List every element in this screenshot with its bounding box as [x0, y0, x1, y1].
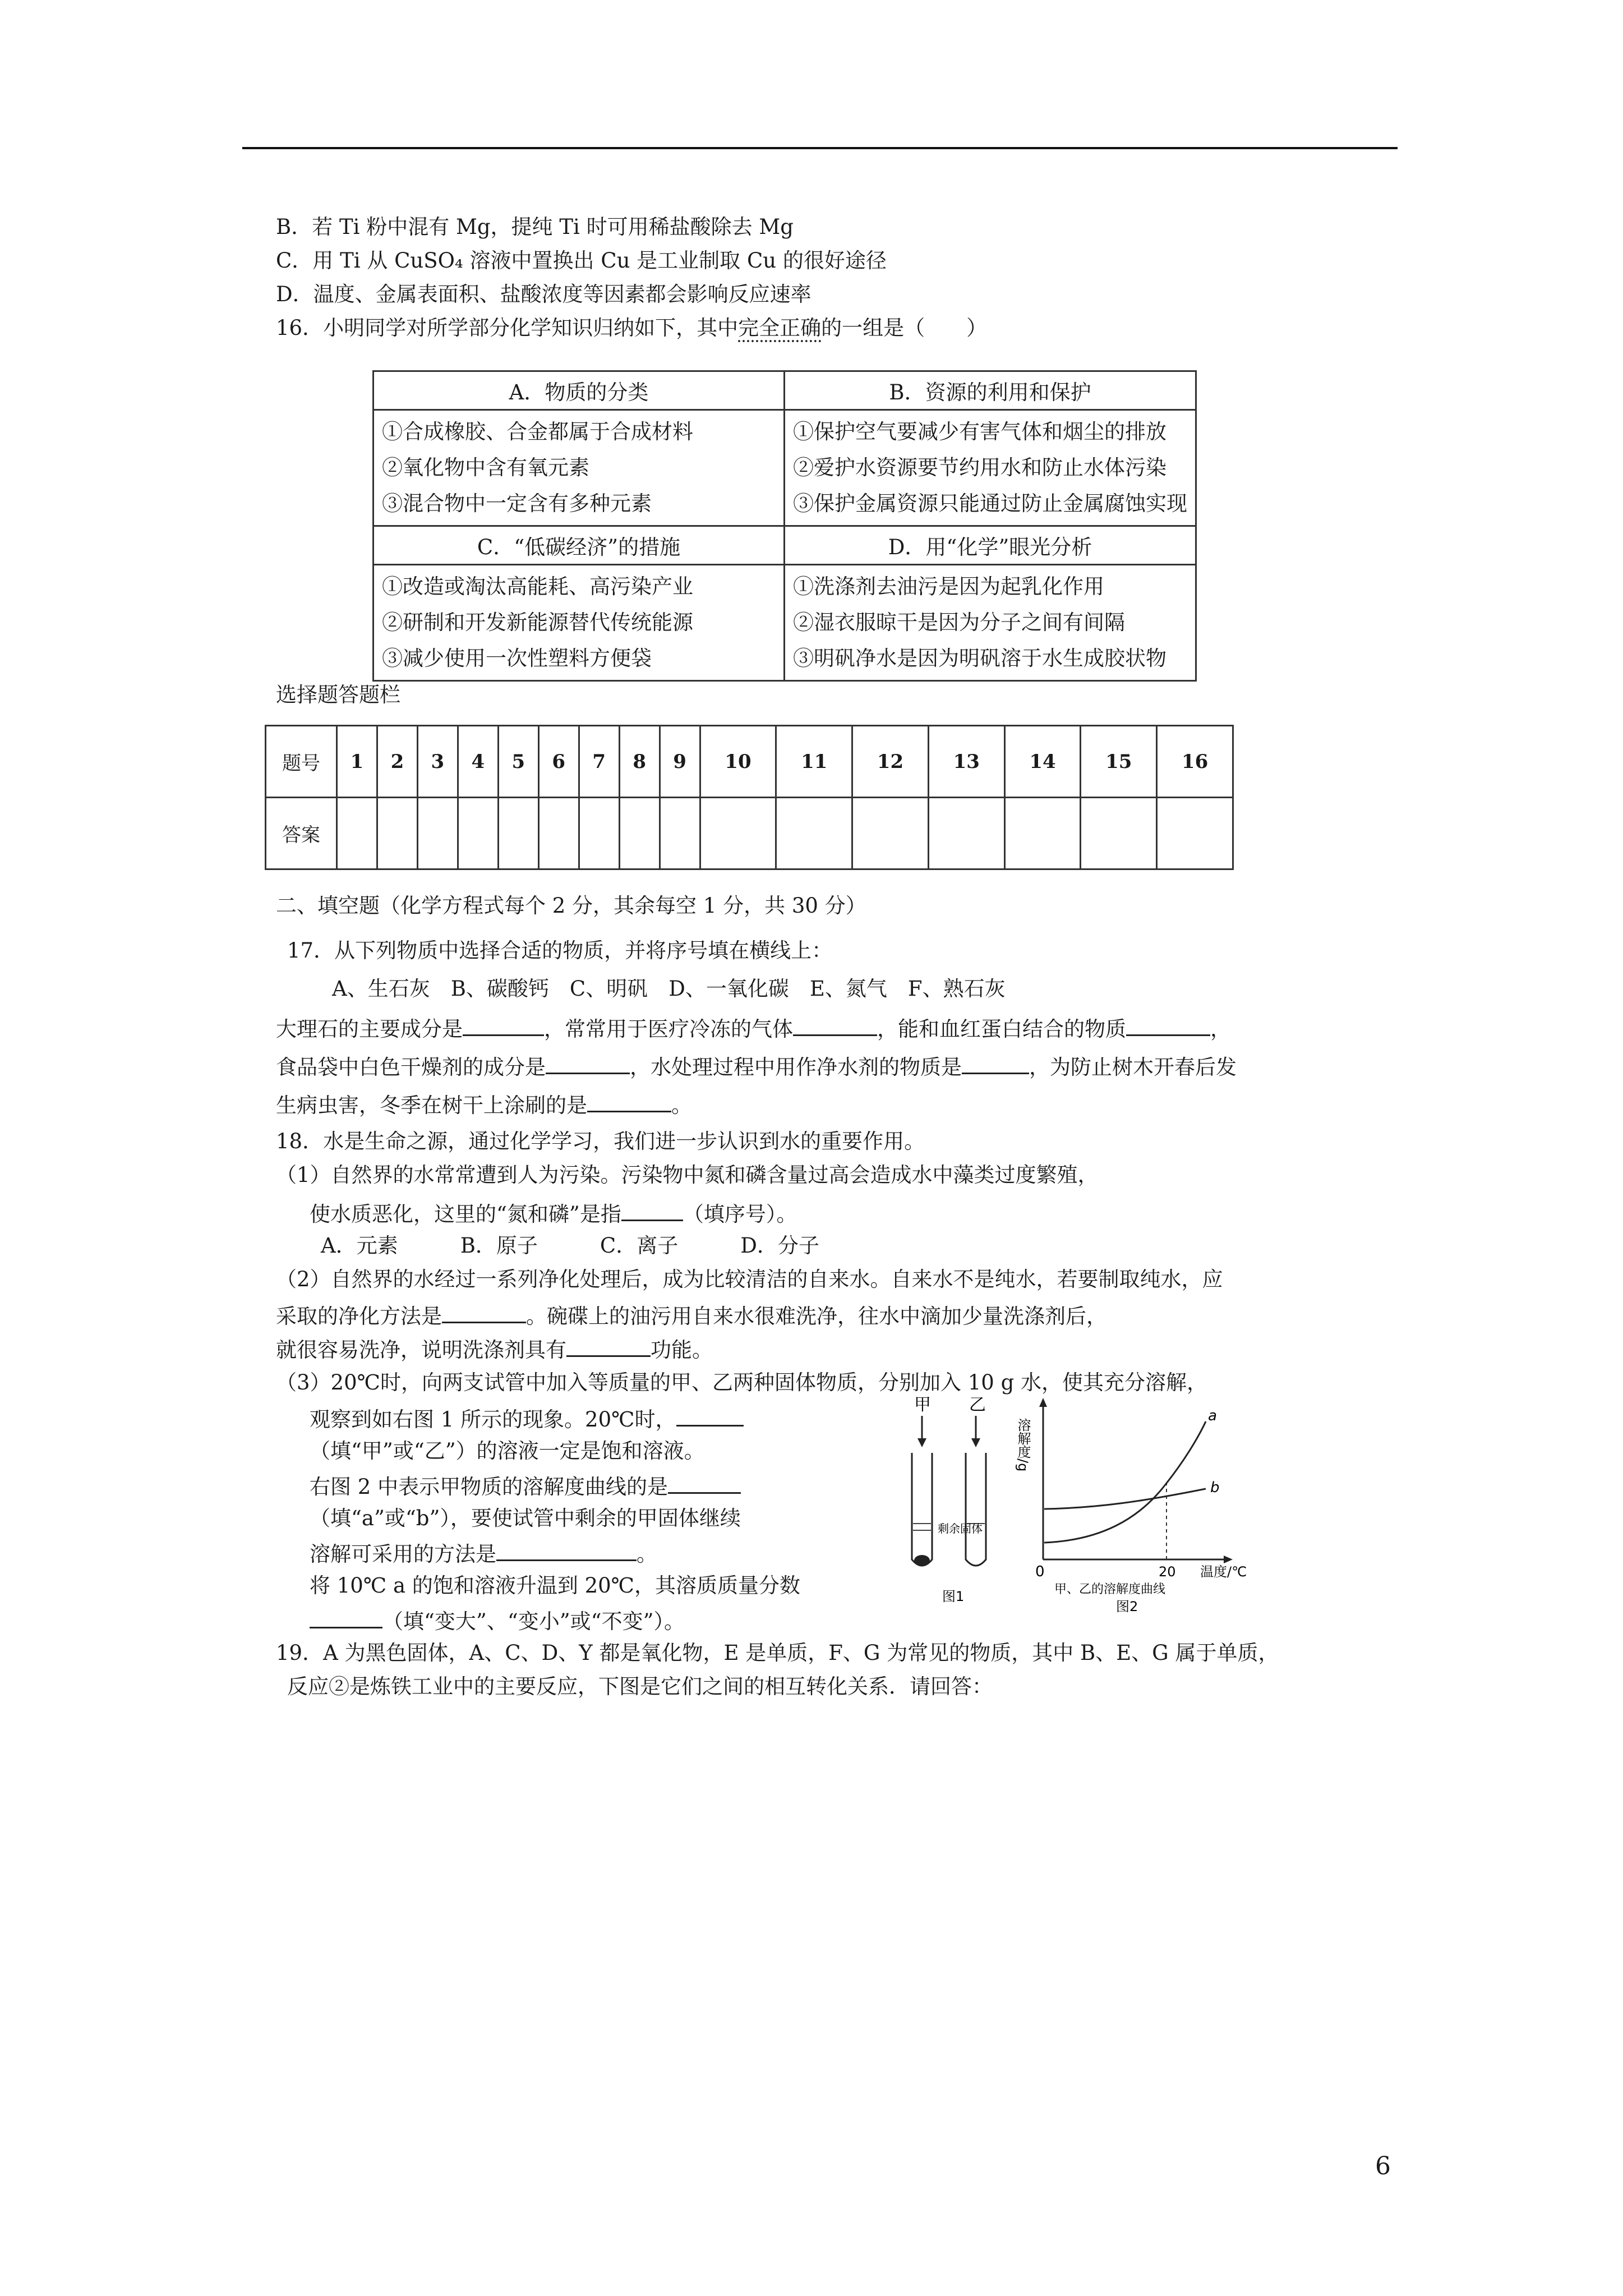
answer-blank[interactable]	[546, 1051, 630, 1074]
answer-cell[interactable]	[776, 798, 852, 869]
answer-blank[interactable]	[1126, 1013, 1210, 1036]
answer-cell[interactable]	[337, 798, 377, 869]
q15-option-b: B．若 Ti 粉中混有 Mg，提纯 Ti 时可用稀盐酸除去 Mg	[276, 215, 794, 239]
group-b-item: ①保护空气要减少有害气体和烟尘的排放	[793, 420, 1166, 444]
q18-p3-line-7: 将 10℃ a 的饱和溶液升温到 20℃，其溶质质量分数	[310, 1573, 801, 1598]
q16-emphasis: 完全正确	[738, 316, 822, 340]
curve-a	[1044, 1421, 1206, 1543]
x-axis-label: 温度/℃	[1200, 1564, 1247, 1580]
page-number: 6	[1375, 2152, 1391, 2180]
answer-blank[interactable]	[668, 1471, 741, 1494]
x-tick-20: 20	[1159, 1564, 1176, 1580]
question-number-cell: 14	[1004, 726, 1081, 798]
q18-p1-line-1: （1）自然界的水常常遭到人为污染。污染物中氮和磷含量过高会造成水中藻类过度繁殖，	[276, 1163, 1099, 1187]
question-number-cell: 15	[1081, 726, 1157, 798]
q15-option-c: C．用 Ti 从 CuSO₄ 溶液中置换出 Cu 是工业制取 Cu 的很好途径	[276, 249, 887, 273]
curve-b-label: b	[1210, 1479, 1220, 1496]
group-c-item: ③减少使用一次性塑料方便袋	[382, 646, 652, 670]
question-number-cell: 2	[377, 726, 417, 798]
q19-line-2: 反应②是炼铁工业中的主要反应，下图是它们之间的相互转化关系．请回答：	[287, 1674, 993, 1699]
question-number-cell: 13	[928, 726, 1004, 798]
q18-p1-line-2: 使水质恶化，这里的“氮和磷”是指 （填序号）。	[310, 1198, 797, 1228]
tube-outline	[912, 1453, 932, 1566]
answer-cell[interactable]	[377, 798, 417, 869]
group-a-title: A．物质的分类	[374, 371, 785, 410]
arrow-head-icon	[971, 1438, 980, 1447]
answer-blank[interactable]	[621, 1198, 683, 1221]
group-d-item: ②湿衣服晾干是因为分子之间有间隔	[793, 610, 1125, 634]
number-row-label: 题号	[266, 726, 337, 798]
answer-blank[interactable]	[310, 1605, 382, 1628]
header-rule	[242, 147, 1398, 149]
group-b-item: ③保护金属资源只能通过防止金属腐蚀实现	[793, 491, 1187, 516]
answer-blank-row	[266, 798, 1233, 869]
answer-blank[interactable]	[442, 1300, 526, 1323]
residue-label: 剩余固体	[938, 1522, 983, 1535]
answer-blank[interactable]	[962, 1051, 1029, 1074]
group-a-items	[374, 410, 785, 526]
q19-line-1: 19．A 为黑色固体，A、C、D、Y 都是氧化物，E 是单质，F、G 为常见的物质，其中 B、E、G 属于单质，	[276, 1641, 1279, 1665]
group-d-title: D．用“化学”眼光分析	[785, 526, 1196, 565]
group-b-items	[785, 410, 1196, 526]
group-a-item: ①合成橡胶、合金都属于合成材料	[382, 420, 693, 444]
answer-sheet-title: 选择题答题栏	[276, 683, 400, 707]
answer-cell[interactable]	[1004, 798, 1081, 869]
answer-blank[interactable]	[793, 1013, 877, 1036]
group-b-item: ②爱护水资源要节约用水和防止水体污染	[793, 455, 1166, 480]
q18-p3-line-5: （填“a”或“b”），要使试管中剩余的甲固体继续	[310, 1506, 741, 1530]
q17-line-2: 食品袋中白色干燥剂的成分是 ，水处理过程中用作净水剂的物质是 ，为防止树木开春后发	[276, 1051, 1237, 1082]
question-number-cell: 10	[700, 726, 776, 798]
q17-choices: A、生石灰 B、碳酸钙 C、明矾 D、一氧化碳 E、氮气 F、熟石灰	[332, 977, 1006, 1001]
question-number-cell: 16	[1157, 726, 1233, 798]
answer-blank[interactable]	[566, 1334, 651, 1357]
answer-cell[interactable]	[498, 798, 538, 869]
group-c-items	[374, 565, 785, 681]
test-tube-yi	[966, 1395, 986, 1566]
group-c-item: ②研制和开发新能源替代传统能源	[382, 610, 693, 634]
figure-1-label: 图1	[942, 1589, 965, 1604]
group-c-item: ①改造或淘汰高能耗、高污染产业	[382, 574, 693, 599]
answer-cell[interactable]	[417, 798, 458, 869]
group-a-item: ②氧化物中含有氧元素	[382, 455, 589, 480]
q18-p1-choices: A．元素 B．原子 C．离子 D．分子	[321, 1234, 819, 1258]
curve-b	[1044, 1489, 1206, 1509]
q18-p2-line-1: （2）自然界的水经过一系列净化处理后，成为比较清洁的自来水。自来水不是纯水，若要制取纯水，应	[276, 1267, 1223, 1291]
tube-jia-label: 甲	[914, 1395, 931, 1415]
answer-cell[interactable]	[928, 798, 1004, 869]
curve-a-label: a	[1208, 1407, 1217, 1424]
tube-yi-label: 乙	[969, 1395, 986, 1415]
y-axis-label: 溶解度/g	[1015, 1418, 1031, 1472]
q16-stem: 16．小明同学对所学部分化学知识归纳如下，其中完全正确的一组是（ ）	[276, 316, 988, 340]
q18-p3-line-6: 溶解可采用的方法是 。	[310, 1538, 657, 1568]
answer-cell[interactable]	[1081, 798, 1157, 869]
answer-cell[interactable]	[852, 798, 929, 869]
origin-label: 0	[1035, 1563, 1045, 1580]
q15-option-d: D．温度、金属表面积、盐酸浓度等因素都会影响反应速率	[276, 282, 811, 306]
answer-number-row	[266, 726, 1233, 798]
question-number-cell: 11	[776, 726, 852, 798]
answer-cell[interactable]	[1157, 798, 1233, 869]
arrow-head-icon	[917, 1438, 926, 1447]
group-c-title: C．“低碳经济”的措施	[374, 526, 785, 565]
question-number-cell: 12	[852, 726, 929, 798]
q18-p3-line-3: （填“甲”或“乙”）的溶液一定是饱和溶液。	[310, 1439, 705, 1463]
q17-line-3: 生病虫害，冬季在树干上涂刷的是 。	[276, 1089, 692, 1120]
tube-outline	[966, 1453, 986, 1566]
group-d-items	[785, 565, 1196, 681]
answer-cell[interactable]	[579, 798, 619, 869]
question-number-cell: 8	[619, 726, 660, 798]
q18-p3-line-1: （3）20℃时，向两支试管中加入等质量的甲、乙两种固体物质，分别加入 10 g 水，使其充分溶解，	[276, 1370, 1208, 1395]
q18-p3-line-4: 右图 2 中表示甲物质的溶解度曲线的是	[310, 1471, 741, 1501]
q18-stem: 18．水是生命之源，通过化学学习，我们进一步认识到水的重要作用。	[276, 1129, 925, 1153]
group-d-item: ③明矾净水是因为明矾溶于水生成胶状物	[793, 646, 1166, 670]
answer-blank[interactable]	[463, 1013, 544, 1036]
q16-options-table	[372, 370, 1197, 682]
group-b-title: B．资源的利用和保护	[785, 371, 1196, 410]
question-number-cell: 5	[498, 726, 538, 798]
group-d-item: ①洗涤剂去油污是因为起乳化作用	[793, 574, 1104, 599]
solubility-figures	[886, 1391, 1290, 1627]
question-number-cell: 9	[660, 726, 700, 798]
group-a-item: ③混合物中一定含有多种元素	[382, 491, 652, 516]
question-number-cell: 3	[417, 726, 458, 798]
question-number-cell: 4	[458, 726, 498, 798]
figure-2-caption: 甲、乙的溶解度曲线	[1054, 1582, 1166, 1596]
answer-cell[interactable]	[619, 798, 660, 869]
q17-line-1: 大理石的主要成分是 ，常常用于医疗冷冻的气体 ，能和血红蛋白结合的物质 ，	[276, 1013, 1231, 1043]
q18-p3-line-2: 观察到如右图 1 所示的现象。20℃时，	[310, 1404, 744, 1434]
q17-stem: 17．从下列物质中选择合适的物质，并将序号填在横线上：	[287, 938, 833, 963]
answer-blank[interactable]	[587, 1089, 671, 1112]
y-axis-arrow-icon	[1039, 1398, 1047, 1407]
q18-p2-line-3: 就很容易洗净，说明洗涤剂具有 功能。	[276, 1334, 713, 1364]
q18-p3-line-8: （填“变大”、“变小”或“不变”）。	[310, 1605, 685, 1636]
answer-cell[interactable]	[538, 798, 579, 869]
answer-cell[interactable]	[660, 798, 700, 869]
x-axis-arrow-icon	[1224, 1556, 1233, 1563]
answer-sheet-table	[265, 725, 1234, 870]
answer-cell[interactable]	[458, 798, 498, 869]
question-number-cell: 6	[538, 726, 579, 798]
answer-blank[interactable]	[496, 1538, 637, 1561]
figure-2-label: 图2	[1116, 1599, 1138, 1614]
q18-p2-line-2: 采取的净化方法是 。碗碟上的油污用自来水很难洗净，往水中滴加少量洗涤剂后，	[276, 1300, 1107, 1331]
question-number-cell: 7	[579, 726, 619, 798]
answer-blank[interactable]	[676, 1404, 744, 1427]
question-number-cell: 1	[337, 726, 377, 798]
answer-row-label: 答案	[266, 798, 337, 869]
section-2-title: 二、填空题（化学方程式每个 2 分，其余每空 1 分，共 30 分）	[276, 894, 866, 918]
residue-solid	[914, 1555, 930, 1566]
test-tube-jia	[912, 1395, 932, 1566]
answer-cell[interactable]	[700, 798, 776, 869]
